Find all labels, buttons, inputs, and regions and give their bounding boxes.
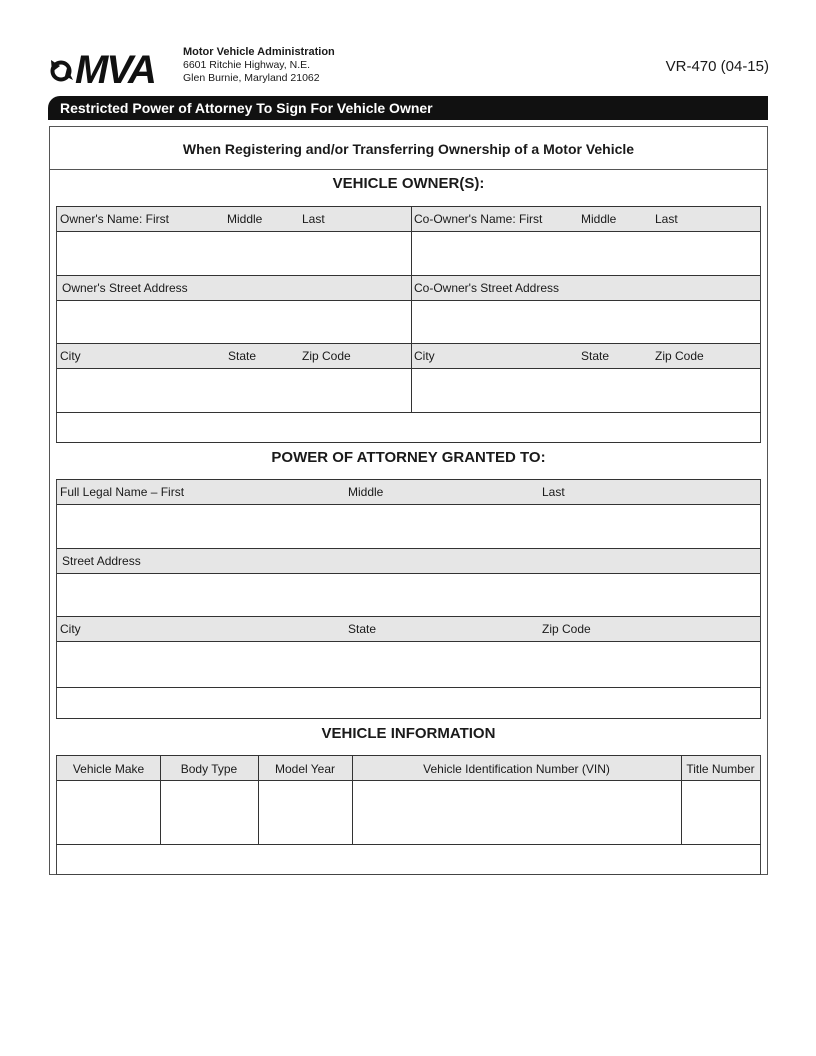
form-title-bar: Restricted Power of Attorney To Sign For Vehicle Owner <box>48 96 768 120</box>
owner-city-label-row <box>57 343 760 369</box>
attorney-middle-name-label: Middle <box>348 485 384 499</box>
owner-state-label: State <box>228 349 257 363</box>
attorney-street-field[interactable] <box>57 574 760 616</box>
mva-emblem-icon <box>51 60 73 80</box>
org-address-line1: 6601 Ritchie Highway, N.E. <box>183 59 311 71</box>
owners-bottom-rule <box>56 412 761 413</box>
coowner-first-name-label: Co-Owner's Name: First <box>414 212 543 226</box>
section-heading-owners: VEHICLE OWNER(S): <box>56 170 761 207</box>
attorney-bottom-rule <box>56 687 761 688</box>
coowner-street-label: Co-Owner's Street Address <box>414 281 560 295</box>
owner-street-field[interactable] <box>57 301 760 343</box>
form-subheading: When Registering and/or Transferring Ownership of a Motor Vehicle <box>49 126 768 170</box>
org-block <box>183 46 335 85</box>
attorney-zip-label: Zip Code <box>542 622 591 636</box>
model-year-label: Model Year <box>274 762 336 776</box>
owner-last-name-label: Last <box>302 212 325 226</box>
attorney-last-name-label: Last <box>542 485 565 499</box>
coowner-state-label: State <box>581 349 610 363</box>
attorney-city-field[interactable] <box>57 642 760 687</box>
attorney-city-label: City <box>60 622 81 636</box>
section-heading-attorney: POWER OF ATTORNEY GRANTED TO: <box>56 442 761 480</box>
owner-name-label-row <box>57 206 760 232</box>
vehicle-info-field[interactable] <box>57 781 760 844</box>
form-number: VR-470 (04-15) <box>665 58 769 75</box>
section-heading-vehicle: VEHICLE INFORMATION <box>56 718 761 756</box>
coowner-zip-label: Zip Code <box>655 349 704 363</box>
attorney-state-label: State <box>348 622 377 636</box>
coowner-city-label: City <box>414 349 435 363</box>
body-type-label: Body Type <box>180 762 238 776</box>
mva-logo <box>48 46 182 86</box>
org-name: Motor Vehicle Administration <box>183 46 335 58</box>
coowner-middle-name-label: Middle <box>581 212 617 226</box>
vehicle-col-divider-4 <box>681 755 682 844</box>
vehicle-col-divider-3 <box>352 755 353 844</box>
owner-zip-label: Zip Code <box>302 349 351 363</box>
owner-middle-name-label: Middle <box>227 212 263 226</box>
attorney-city-label-row <box>57 616 760 642</box>
owner-street-label: Owner's Street Address <box>62 281 188 295</box>
vehicle-make-label: Vehicle Make <box>72 762 145 776</box>
vehicle-bottom-rule <box>56 844 761 845</box>
owner-street-label-row <box>57 275 760 301</box>
attorney-street-label-row <box>57 548 760 574</box>
attorney-street-label: Street Address <box>62 554 141 568</box>
attorney-first-name-label: Full Legal Name – First <box>60 485 185 499</box>
logo-text: MVA <box>75 48 155 86</box>
coowner-last-name-label: Last <box>655 212 678 226</box>
vin-label: Vehicle Identification Number (VIN) <box>423 762 610 776</box>
org-address-line2: Glen Burnie, Maryland 21062 <box>183 72 320 84</box>
attorney-name-label-row <box>57 479 760 505</box>
vehicle-col-divider-2 <box>258 755 259 844</box>
owner-city-label: City <box>60 349 81 363</box>
owner-coowner-divider <box>411 206 412 412</box>
vehicle-col-divider-1 <box>160 755 161 844</box>
owner-first-name-label: Owner's Name: First <box>60 212 169 226</box>
owner-name-field[interactable] <box>57 232 760 275</box>
vehicle-label-row <box>57 755 760 781</box>
title-number-label: Title Number <box>686 762 755 776</box>
attorney-name-field[interactable] <box>57 505 760 548</box>
owner-city-field[interactable] <box>57 369 760 412</box>
